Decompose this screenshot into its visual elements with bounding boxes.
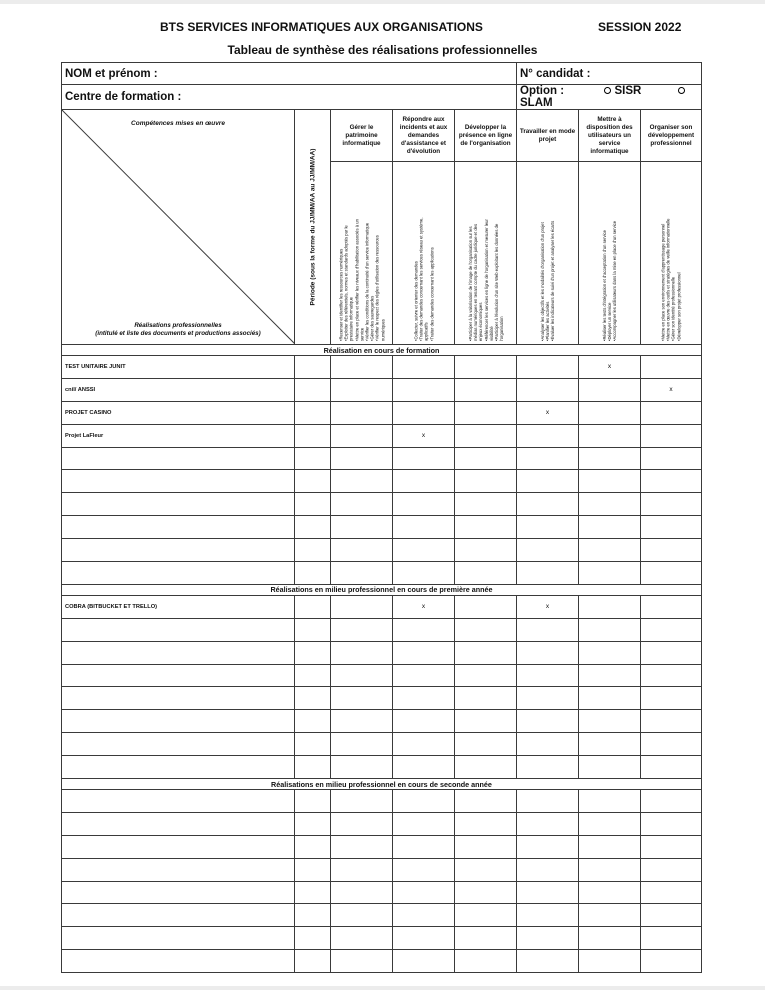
period-cell[interactable] xyxy=(295,378,331,401)
realisation-label[interactable] xyxy=(62,516,295,539)
competence-mark-cell[interactable]: x xyxy=(641,378,702,401)
competence-mark-cell[interactable] xyxy=(579,835,641,858)
competence-mark-cell[interactable] xyxy=(579,858,641,881)
realisation-row xyxy=(62,733,702,756)
competence-mark-cell[interactable] xyxy=(641,756,702,779)
competence-activities-cell xyxy=(331,162,393,345)
competence-mark-cell[interactable] xyxy=(641,927,702,950)
competence-activities-cell xyxy=(517,162,579,345)
realisation-label[interactable]: PROJET CASINO xyxy=(62,401,295,424)
competence-mark-cell[interactable] xyxy=(641,470,702,493)
competence-mark-cell[interactable] xyxy=(641,950,702,973)
realisation-label[interactable]: TEST UNITAIRE JUNIT xyxy=(62,356,295,379)
competence-activities-text: •Mettre en place son environnement d'apprentissage personnel •Mettre en œuvre des outils et stratégies de veille informationnelle •Gérer son identité professionnelle •Développer son projet professionnel xyxy=(660,218,682,342)
competence-mark-cell[interactable] xyxy=(393,790,455,813)
competence-mark-cell[interactable] xyxy=(579,424,641,447)
option-field xyxy=(517,85,702,110)
competence-header: Travailler en mode projet xyxy=(517,110,579,162)
realisation-row xyxy=(62,493,702,516)
period-cell[interactable] xyxy=(295,618,331,641)
option-slam-radio[interactable] xyxy=(678,87,685,94)
competence-mark-cell[interactable] xyxy=(331,733,393,756)
competence-mark-cell[interactable] xyxy=(579,756,641,779)
competence-mark-cell[interactable] xyxy=(455,835,517,858)
realisation-label[interactable] xyxy=(62,733,295,756)
competence-mark-cell[interactable] xyxy=(393,881,455,904)
competence-mark-cell[interactable] xyxy=(579,812,641,835)
period-header-cell xyxy=(295,110,331,345)
competence-mark-cell[interactable] xyxy=(331,710,393,733)
competence-mark-cell[interactable] xyxy=(455,881,517,904)
realisations-header-line2: (intitulé et liste des documents et productions associés) xyxy=(95,330,261,337)
realisation-label[interactable] xyxy=(62,710,295,733)
competence-mark-cell[interactable] xyxy=(331,378,393,401)
realisation-label[interactable] xyxy=(62,756,295,779)
realisation-label[interactable] xyxy=(62,687,295,710)
competence-mark-cell[interactable] xyxy=(579,687,641,710)
competence-mark-cell[interactable] xyxy=(579,881,641,904)
competence-mark-cell[interactable] xyxy=(517,516,579,539)
competence-mark-cell[interactable]: x xyxy=(579,356,641,379)
realisation-row xyxy=(62,470,702,493)
competence-mark-cell[interactable] xyxy=(517,470,579,493)
competence-mark-cell[interactable] xyxy=(579,790,641,813)
competence-mark-cell[interactable] xyxy=(517,356,579,379)
realisation-label[interactable] xyxy=(62,812,295,835)
realisation-label[interactable] xyxy=(62,927,295,950)
competence-mark-cell[interactable] xyxy=(393,950,455,973)
realisation-row xyxy=(62,950,702,973)
realisation-label[interactable] xyxy=(62,562,295,585)
candidate-number-label: N° candidat : xyxy=(520,67,591,80)
competence-mark-cell[interactable] xyxy=(393,356,455,379)
competences-header-label: Compétences mises en œuvre xyxy=(131,120,225,127)
competence-mark-cell[interactable] xyxy=(579,493,641,516)
period-cell[interactable] xyxy=(295,710,331,733)
competence-mark-cell[interactable] xyxy=(517,835,579,858)
competence-mark-cell[interactable] xyxy=(393,562,455,585)
competence-mark-cell[interactable] xyxy=(455,618,517,641)
realisation-row xyxy=(62,641,702,664)
competence-mark-cell[interactable] xyxy=(517,950,579,973)
competence-activities-cell xyxy=(455,162,517,345)
competence-mark-cell[interactable]: x xyxy=(517,595,579,618)
realisation-row xyxy=(62,516,702,539)
competence-mark-cell[interactable] xyxy=(455,756,517,779)
period-cell[interactable] xyxy=(295,641,331,664)
competence-mark-cell[interactable] xyxy=(455,904,517,927)
period-cell[interactable] xyxy=(295,424,331,447)
realisation-label[interactable] xyxy=(62,664,295,687)
competence-mark-cell[interactable] xyxy=(579,539,641,562)
period-cell[interactable] xyxy=(295,595,331,618)
competence-mark-cell[interactable] xyxy=(517,618,579,641)
competence-mark-cell[interactable] xyxy=(393,401,455,424)
competence-mark-cell[interactable] xyxy=(455,539,517,562)
realisation-row xyxy=(62,401,702,424)
competence-mark-cell[interactable] xyxy=(331,904,393,927)
option-label: Option : xyxy=(520,85,565,97)
competence-mark-cell[interactable]: x xyxy=(393,595,455,618)
competence-mark-cell[interactable] xyxy=(331,447,393,470)
competence-mark-cell[interactable] xyxy=(331,401,393,424)
realisation-row xyxy=(62,664,702,687)
competence-mark-cell[interactable] xyxy=(455,733,517,756)
realisation-label[interactable] xyxy=(62,858,295,881)
section-header: Réalisations en milieu professionnel en cours de seconde année xyxy=(62,779,702,790)
realisation-label[interactable] xyxy=(62,881,295,904)
realisation-row xyxy=(62,812,702,835)
realisations-header-label xyxy=(62,322,294,338)
section-header: Réalisations en milieu professionnel en cours de première année xyxy=(62,584,702,595)
competence-mark-cell[interactable] xyxy=(393,470,455,493)
realisation-label[interactable]: cnil/ ANSSI xyxy=(62,378,295,401)
realisation-row xyxy=(62,378,702,401)
candidate-number-field[interactable] xyxy=(517,63,702,85)
competence-mark-cell[interactable] xyxy=(455,493,517,516)
realisation-row xyxy=(62,835,702,858)
competence-mark-cell[interactable] xyxy=(641,618,702,641)
option-slam-label: SLAM xyxy=(520,97,553,109)
competence-mark-cell[interactable] xyxy=(331,641,393,664)
competence-header: Gérer le patrimoine informatique xyxy=(331,110,393,162)
realisation-label[interactable] xyxy=(62,539,295,562)
competence-mark-cell[interactable] xyxy=(641,493,702,516)
competence-mark-cell[interactable] xyxy=(331,470,393,493)
period-cell[interactable] xyxy=(295,687,331,710)
competence-mark-cell[interactable] xyxy=(393,516,455,539)
competence-mark-cell[interactable] xyxy=(331,618,393,641)
realisation-row xyxy=(62,927,702,950)
competence-mark-cell[interactable] xyxy=(455,687,517,710)
realisation-label[interactable] xyxy=(62,790,295,813)
competence-mark-cell[interactable] xyxy=(331,812,393,835)
competence-mark-cell[interactable] xyxy=(579,641,641,664)
competence-mark-cell[interactable] xyxy=(517,424,579,447)
competence-mark-cell[interactable] xyxy=(517,562,579,585)
competence-mark-cell[interactable] xyxy=(579,904,641,927)
competence-mark-cell[interactable] xyxy=(517,447,579,470)
competence-mark-cell[interactable] xyxy=(517,539,579,562)
competence-mark-cell[interactable] xyxy=(579,401,641,424)
realisation-row xyxy=(62,539,702,562)
competence-mark-cell[interactable] xyxy=(455,927,517,950)
competence-mark-cell[interactable] xyxy=(331,927,393,950)
period-cell[interactable] xyxy=(295,950,331,973)
competence-mark-cell[interactable] xyxy=(579,710,641,733)
competence-mark-cell[interactable] xyxy=(517,881,579,904)
competence-mark-cell[interactable] xyxy=(455,470,517,493)
competence-mark-cell[interactable] xyxy=(579,595,641,618)
corner-diagonal xyxy=(62,110,295,344)
competence-mark-cell[interactable] xyxy=(579,447,641,470)
realisation-row xyxy=(62,562,702,585)
competence-mark-cell[interactable] xyxy=(393,447,455,470)
competence-mark-cell[interactable] xyxy=(641,904,702,927)
competence-mark-cell[interactable] xyxy=(517,927,579,950)
competence-mark-cell[interactable] xyxy=(517,710,579,733)
competence-mark-cell[interactable] xyxy=(455,401,517,424)
page-bottom-border xyxy=(0,986,765,990)
competence-mark-cell[interactable] xyxy=(331,687,393,710)
competence-mark-cell[interactable] xyxy=(641,447,702,470)
competence-mark-cell[interactable] xyxy=(455,812,517,835)
competence-mark-cell[interactable] xyxy=(455,356,517,379)
competence-mark-cell[interactable] xyxy=(517,687,579,710)
period-cell[interactable] xyxy=(295,516,331,539)
realisation-label[interactable] xyxy=(62,447,295,470)
period-cell[interactable] xyxy=(295,664,331,687)
period-cell[interactable] xyxy=(295,733,331,756)
name-field[interactable] xyxy=(62,63,517,85)
competence-mark-cell[interactable] xyxy=(455,790,517,813)
name-label: NOM et prénom : xyxy=(65,67,158,80)
period-cell[interactable] xyxy=(295,790,331,813)
competence-mark-cell[interactable] xyxy=(331,539,393,562)
competence-mark-cell[interactable] xyxy=(331,790,393,813)
realisation-label[interactable] xyxy=(62,641,295,664)
period-cell[interactable] xyxy=(295,881,331,904)
competence-mark-cell[interactable] xyxy=(579,664,641,687)
competence-mark-cell[interactable] xyxy=(331,835,393,858)
competence-header: Organiser son développement professionnel xyxy=(641,110,702,162)
competence-mark-cell[interactable] xyxy=(641,516,702,539)
competence-mark-cell[interactable] xyxy=(641,562,702,585)
realisation-label[interactable] xyxy=(62,493,295,516)
competence-mark-cell[interactable]: x xyxy=(517,401,579,424)
competence-mark-cell[interactable] xyxy=(579,950,641,973)
competence-mark-cell[interactable] xyxy=(641,858,702,881)
competence-mark-cell[interactable] xyxy=(517,733,579,756)
competence-mark-cell[interactable] xyxy=(517,493,579,516)
realisation-row xyxy=(62,424,702,447)
competence-mark-cell[interactable] xyxy=(331,516,393,539)
realisation-row xyxy=(62,595,702,618)
competence-mark-cell[interactable] xyxy=(393,641,455,664)
competence-mark-cell[interactable] xyxy=(517,378,579,401)
competence-mark-cell[interactable] xyxy=(517,756,579,779)
competence-mark-cell[interactable] xyxy=(517,904,579,927)
competence-mark-cell[interactable] xyxy=(455,641,517,664)
competence-mark-cell[interactable] xyxy=(455,595,517,618)
session-label: SESSION 2022 xyxy=(598,20,682,34)
period-cell[interactable] xyxy=(295,927,331,950)
competence-mark-cell[interactable] xyxy=(517,812,579,835)
realisation-row xyxy=(62,881,702,904)
competence-mark-cell[interactable] xyxy=(331,424,393,447)
competence-mark-cell[interactable] xyxy=(455,858,517,881)
competence-mark-cell[interactable] xyxy=(331,664,393,687)
competence-mark-cell[interactable] xyxy=(641,664,702,687)
period-header-label: Période (sous la forme du JJ/MM/AA au JJ/MM/AA) xyxy=(309,148,316,306)
period-cell[interactable] xyxy=(295,493,331,516)
competence-mark-cell[interactable] xyxy=(393,378,455,401)
realisation-row xyxy=(62,790,702,813)
competence-mark-cell[interactable] xyxy=(641,812,702,835)
competence-mark-cell[interactable] xyxy=(393,664,455,687)
realisation-row xyxy=(62,858,702,881)
period-cell[interactable] xyxy=(295,835,331,858)
period-cell[interactable] xyxy=(295,562,331,585)
realisation-row xyxy=(62,710,702,733)
competence-mark-cell[interactable] xyxy=(455,710,517,733)
realisation-row xyxy=(62,618,702,641)
competence-mark-cell[interactable] xyxy=(641,733,702,756)
period-cell[interactable] xyxy=(295,401,331,424)
competence-header: Mettre à disposition des utilisateurs un service informatique xyxy=(579,110,641,162)
competence-mark-cell[interactable] xyxy=(393,710,455,733)
competence-mark-cell[interactable] xyxy=(331,595,393,618)
synthesis-table xyxy=(61,62,702,973)
competence-mark-cell[interactable] xyxy=(641,641,702,664)
competence-mark-cell[interactable] xyxy=(393,927,455,950)
period-cell[interactable] xyxy=(295,812,331,835)
competence-activities-text: •Collecter, suivre et orienter des demandes •Traiter des demandes concernant les services réseau et système, applicatifs •Traiter des demandes concernant les applications xyxy=(413,217,434,342)
period-cell[interactable] xyxy=(295,904,331,927)
competence-mark-cell[interactable] xyxy=(579,562,641,585)
realisation-row xyxy=(62,447,702,470)
realisation-row xyxy=(62,756,702,779)
competence-mark-cell[interactable] xyxy=(331,858,393,881)
competence-mark-cell[interactable] xyxy=(579,733,641,756)
competence-mark-cell[interactable] xyxy=(331,756,393,779)
competence-activities-text: •Analyser les objectifs et les modalités d'organisation d'un projet •Planifier les activités •Évaluer les indicateurs de suivi d'un projet et analyser les écarts xyxy=(539,220,556,342)
period-cell[interactable] xyxy=(295,470,331,493)
competence-mark-cell[interactable] xyxy=(393,835,455,858)
competence-activities-cell xyxy=(641,162,702,345)
competence-mark-cell[interactable] xyxy=(455,447,517,470)
competence-activities-text: •Participer à la valorisation de l'image de l'organisation sur les médias numériques en tenant compte du cadre juridique et des enjeux économiques •Référencer les services en ligne de l'organisation et mesurer leur visibilité •Participer à l'évolution d'un site Web exploitant les données de l'organisation xyxy=(467,219,504,342)
realisation-label[interactable] xyxy=(62,950,295,973)
realisation-label[interactable]: Projet LaFleur xyxy=(62,424,295,447)
competence-mark-cell[interactable] xyxy=(517,641,579,664)
competence-mark-cell[interactable] xyxy=(641,356,702,379)
competence-mark-cell[interactable] xyxy=(393,687,455,710)
competence-mark-cell[interactable] xyxy=(393,733,455,756)
competence-mark-cell[interactable] xyxy=(331,881,393,904)
competence-mark-cell[interactable] xyxy=(455,664,517,687)
competence-mark-cell[interactable] xyxy=(641,790,702,813)
training-center-label: Centre de formation : xyxy=(65,91,182,103)
competence-mark-cell[interactable] xyxy=(579,618,641,641)
competence-activities-cell xyxy=(393,162,455,345)
period-cell[interactable] xyxy=(295,756,331,779)
competence-mark-cell[interactable] xyxy=(641,539,702,562)
competence-mark-cell[interactable] xyxy=(579,516,641,539)
competence-mark-cell[interactable] xyxy=(641,595,702,618)
competence-mark-cell[interactable] xyxy=(517,790,579,813)
competence-header: Développer la présence en ligne de l'organisation xyxy=(455,110,517,162)
competence-mark-cell[interactable] xyxy=(393,493,455,516)
competence-mark-cell[interactable]: x xyxy=(393,424,455,447)
competence-mark-cell[interactable] xyxy=(393,812,455,835)
competence-mark-cell[interactable] xyxy=(579,378,641,401)
competence-activities-text: •Recenser et identifier les ressources numériques •Exploiter des référentiels, normes et standards adoptés par le prestataire informatique •Mettre en place et vérifier les niveaux d'habilitation associés à un service •Vérifier les conditions de la continuité d'un service informatique •Gérer des sauvegardes •Vérifier le respect des règles d'utilisation des ressources numériques xyxy=(338,219,385,342)
competence-mark-cell[interactable] xyxy=(331,950,393,973)
realisation-row xyxy=(62,356,702,379)
competence-mark-cell[interactable] xyxy=(331,493,393,516)
competence-mark-cell[interactable] xyxy=(579,470,641,493)
competence-mark-cell[interactable] xyxy=(455,424,517,447)
competence-mark-cell[interactable] xyxy=(455,950,517,973)
period-cell[interactable] xyxy=(295,447,331,470)
period-cell[interactable] xyxy=(295,858,331,881)
competence-mark-cell[interactable] xyxy=(393,904,455,927)
option-sisr-radio[interactable] xyxy=(604,87,611,94)
competence-mark-cell[interactable] xyxy=(455,516,517,539)
document-subtitle: Tableau de synthèse des réalisations professionnelles xyxy=(227,43,538,57)
realisation-row xyxy=(62,687,702,710)
competence-mark-cell[interactable] xyxy=(641,424,702,447)
competence-mark-cell[interactable] xyxy=(641,710,702,733)
realisation-label[interactable] xyxy=(62,904,295,927)
period-cell[interactable] xyxy=(295,356,331,379)
competence-mark-cell[interactable] xyxy=(641,835,702,858)
competence-mark-cell[interactable] xyxy=(455,378,517,401)
competence-mark-cell[interactable] xyxy=(331,356,393,379)
document-title: BTS SERVICES INFORMATIQUES AUX ORGANISATIONS xyxy=(160,20,483,34)
competence-mark-cell[interactable] xyxy=(393,618,455,641)
section-header: Réalisation en cours de formation xyxy=(62,345,702,356)
realisation-label[interactable] xyxy=(62,618,295,641)
training-center-field[interactable] xyxy=(62,85,517,110)
competence-mark-cell[interactable] xyxy=(517,664,579,687)
competence-mark-cell[interactable] xyxy=(579,927,641,950)
competence-mark-cell[interactable] xyxy=(393,756,455,779)
competence-mark-cell[interactable] xyxy=(641,881,702,904)
realisations-header-line1: Réalisations professionnelles xyxy=(134,322,222,329)
page-top-border xyxy=(0,0,765,4)
competence-mark-cell[interactable] xyxy=(517,858,579,881)
realisation-row xyxy=(62,904,702,927)
competence-mark-cell[interactable] xyxy=(393,539,455,562)
competence-activities-text: •Réaliser les tests d'intégration et d'acceptation d'un service •Déployer un service •Accompagner les utilisateurs dans la mise en place d'un service xyxy=(601,221,618,342)
period-cell[interactable] xyxy=(295,539,331,562)
realisation-label[interactable]: COBRA (BITBUCKET ET TRELLO) xyxy=(62,595,295,618)
realisation-label[interactable] xyxy=(62,835,295,858)
header-corner-cell xyxy=(62,110,295,345)
competence-mark-cell[interactable] xyxy=(331,562,393,585)
competence-header: Répondre aux incidents et aux demandes d'assistance et d'évolution xyxy=(393,110,455,162)
competence-mark-cell[interactable] xyxy=(393,858,455,881)
option-sisr-label: SISR xyxy=(614,85,642,97)
competence-mark-cell[interactable] xyxy=(641,401,702,424)
competence-activities-cell xyxy=(579,162,641,345)
competence-mark-cell[interactable] xyxy=(455,562,517,585)
realisation-label[interactable] xyxy=(62,470,295,493)
competence-mark-cell[interactable] xyxy=(641,687,702,710)
